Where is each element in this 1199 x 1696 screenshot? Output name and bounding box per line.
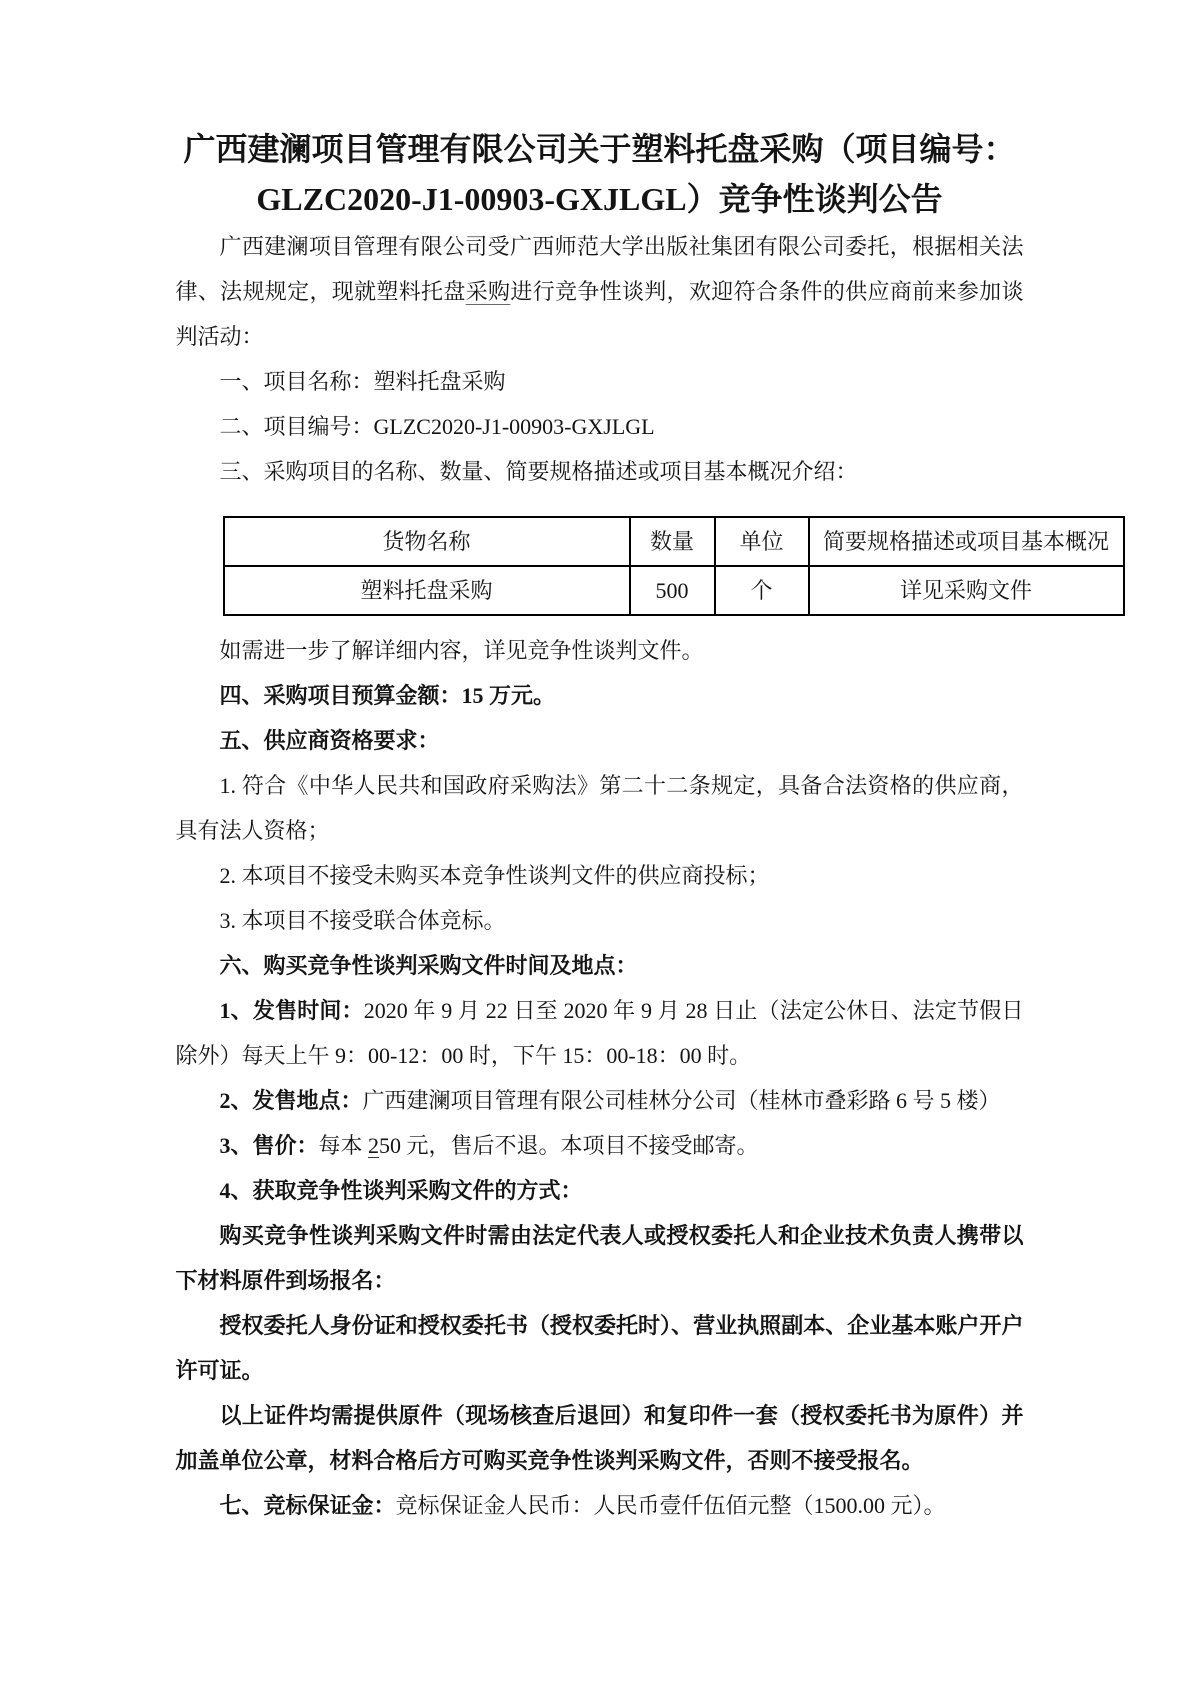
section-5-item-2: 2. 本项目不接受未购买本竞争性谈判文件的供应商投标； — [219, 863, 770, 888]
sale-place-label: 2、发售地点： — [219, 1088, 363, 1113]
price-text-post: 50 元，售后不退。本项目不接受邮寄。 — [379, 1133, 759, 1158]
cell-quantity: 500 — [630, 566, 715, 615]
sale-time-text: 2020 年 9 月 22 日至 2020 年 9 月 28 日止（法定公休日、法定节假日除外）每天上午 9：00-12：00 时，下午 15：00-18：00 时。 — [175, 998, 1024, 1068]
section-3-heading: 三、采购项目的名称、数量、简要规格描述或项目基本概况介绍： — [219, 459, 858, 484]
intro-text-pre: 广西建澜项目管理有限公司受广西师范大学出版社集团有限公司委托，根据相关法律、法规规定，现就塑料托盘 — [175, 234, 1024, 304]
section-7-label: 七、竞标保证金： — [219, 1493, 396, 1518]
method-paragraph-2: 授权委托人身份证和授权委托书（授权委托时）、营业执照副本、企业基本账户开户许可证。 — [175, 1313, 1024, 1383]
goods-table-data-row — [224, 566, 1124, 615]
section-5-item-1 — [176, 763, 1024, 853]
section-6-heading: 六、购买竞争性谈判采购文件时间及地点： — [219, 953, 638, 978]
sale-time-label: 1、发售时间： — [219, 998, 364, 1023]
intro-text-post: 进行竞争性谈判，欢迎符合条件的供应商前来参加谈判活动： — [175, 279, 1024, 349]
goods-table-header-row — [224, 517, 1124, 566]
document-page — [175, 0, 1109, 1528]
method-heading: 4、获取竞争性谈判采购文件的方式： — [219, 1178, 583, 1203]
project-name-item: 一、项目名称：塑料托盘采购 — [219, 369, 506, 394]
price-label: 3、售价： — [219, 1133, 319, 1158]
project-number-item: 二、项目编号：GLZC2020-J1-00903-GXJLGL — [219, 414, 655, 439]
sale-place-item — [176, 1078, 1024, 1123]
cell-goods-name: 塑料托盘采购 — [224, 566, 630, 615]
cell-unit: 个 — [715, 566, 809, 615]
goods-table — [223, 516, 1125, 616]
intro-underlined-word: 采购 — [465, 279, 511, 304]
section-4-heading: 四、采购项目预算金额：15 万元。 — [219, 683, 556, 708]
document-title-line-2: GLZC2020-J1-00903-GXJLGL）竞争性谈判公告 — [256, 181, 943, 217]
header-unit: 单位 — [715, 517, 809, 566]
price-underlined-digit: 2 — [368, 1133, 380, 1158]
section-7-text: 竞标保证金人民币：人民币壹仟伍佰元整（1500.00 元）。 — [395, 1493, 946, 1518]
method-paragraph-3: 以上证件均需提供原件（现场核查后退回）和复印件一套（授权委托书为原件）并加盖单位公章，材料合格后方可购买竞争性谈判采购文件，否则不接受报名。 — [175, 1403, 1024, 1473]
document-title-line-1: 广西建澜项目管理有限公司关于塑料托盘采购（项目编号： — [183, 131, 1016, 167]
sale-time-item — [176, 988, 1024, 1078]
table-note: 如需进一步了解详细内容，详见竞争性谈判文件。 — [219, 638, 704, 663]
section-5-heading: 五、供应商资格要求： — [219, 728, 440, 753]
price-text-pre: 每本 — [318, 1133, 369, 1158]
method-paragraph-1: 购买竞争性谈判采购文件时需由法定代表人或授权委托人和企业技术负责人携带以下材料原件到场报名： — [175, 1223, 1024, 1293]
intro-paragraph — [176, 224, 1024, 359]
header-goods-name: 货物名称 — [224, 517, 630, 566]
cell-spec-description: 详见采购文件 — [809, 566, 1124, 615]
section-5-item-1-line-b: 有法人资格； — [197, 818, 330, 843]
header-spec-description: 简要规格描述或项目基本概况 — [809, 517, 1124, 566]
header-quantity: 数量 — [630, 517, 715, 566]
section-5-item-3: 3. 本项目不接受联合体竞标。 — [219, 908, 506, 933]
section-7-item — [176, 1483, 1024, 1528]
section-5-item-1-line-a: 1. 符合《中华人民共和国政府采购法》第二十二条规定，具备合法资格的供应商，具 — [175, 773, 1024, 843]
sale-place-text: 广西建澜项目管理有限公司桂林分公司（桂林市叠彩路 6 号 5 楼） — [362, 1088, 1001, 1113]
price-item — [176, 1123, 1024, 1168]
